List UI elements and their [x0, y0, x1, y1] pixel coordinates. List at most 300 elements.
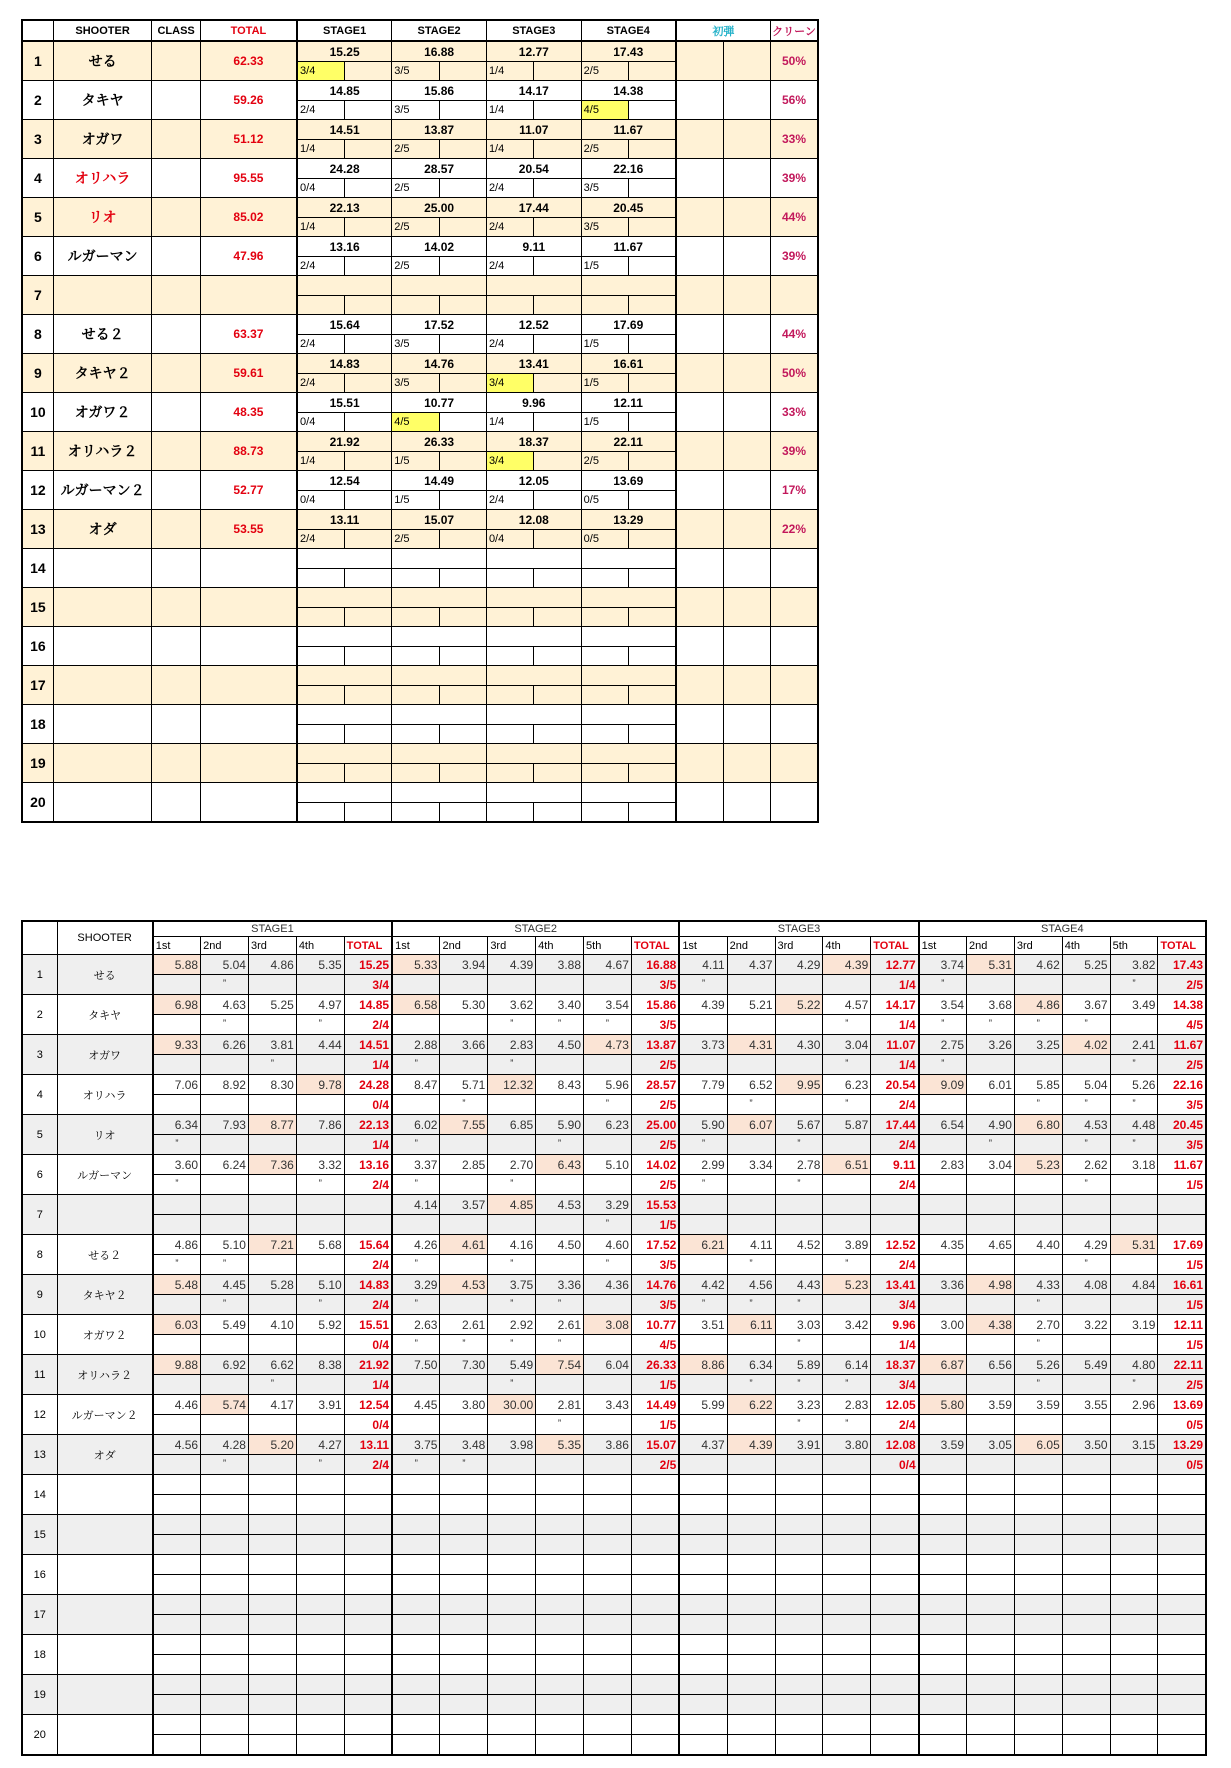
shot-time	[153, 1635, 201, 1655]
hit-mark	[679, 1015, 727, 1035]
shot-time	[201, 1555, 249, 1575]
stage1-score-spacer	[344, 452, 391, 471]
shot-time: 9.33	[153, 1035, 201, 1055]
hit-mark: ˮ	[392, 1455, 440, 1475]
shot-time	[536, 1475, 584, 1495]
shot-header: 1st	[919, 937, 967, 955]
hit-mark: ˮ	[201, 975, 249, 995]
stage2-score	[392, 296, 439, 315]
stage3-time: 12.52	[486, 315, 581, 335]
shot-time	[1014, 1195, 1062, 1215]
first-shot-a	[676, 120, 723, 159]
detail-row-marks	[22, 1135, 1206, 1155]
stage-total	[871, 1475, 919, 1495]
detail-row-marks	[22, 975, 1206, 995]
row-number: 9	[22, 1275, 57, 1315]
first-shot-a	[676, 666, 723, 705]
shot-time: 4.46	[153, 1395, 201, 1415]
row-number: 8	[22, 315, 53, 354]
hit-mark	[153, 1415, 201, 1435]
hit-mark	[536, 1575, 584, 1595]
hit-mark: ˮ	[775, 1135, 823, 1155]
shot-time: 4.53	[440, 1275, 488, 1295]
hit-mark	[296, 1695, 344, 1715]
hit-mark	[727, 1655, 775, 1675]
shot-time: 3.05	[967, 1435, 1015, 1455]
hit-mark	[153, 1015, 201, 1035]
detail-stage-header: STAGE1	[153, 921, 392, 937]
hit-mark	[488, 1495, 536, 1515]
hit-mark	[201, 1735, 249, 1756]
stage1-time	[297, 705, 392, 725]
shot-time	[775, 1475, 823, 1495]
stage-score	[631, 1495, 679, 1515]
shot-time: 6.14	[823, 1355, 871, 1375]
shot-time: 4.86	[248, 955, 296, 975]
shot-time	[967, 1475, 1015, 1495]
shot-time: 3.32	[296, 1155, 344, 1175]
shot-time: 3.94	[440, 955, 488, 975]
shooter-name	[57, 1595, 153, 1635]
hit-mark	[153, 1575, 201, 1595]
shot-time: 7.50	[392, 1355, 440, 1375]
shot-time	[440, 1555, 488, 1575]
hit-mark: ˮ	[584, 1215, 632, 1235]
first-shot-b	[723, 510, 770, 549]
first-shot-b	[723, 666, 770, 705]
hit-mark: ˮ	[392, 1055, 440, 1075]
first-shot-a	[676, 276, 723, 315]
hit-mark: ˮ	[153, 1255, 201, 1275]
stage-score: 3/4	[871, 1375, 919, 1395]
shooter-name	[53, 744, 152, 783]
detail-row	[22, 1475, 1206, 1495]
shot-time: 8.43	[536, 1075, 584, 1095]
shot-header: 3rd	[1014, 937, 1062, 955]
stage3-score-spacer	[534, 725, 581, 744]
stage4-score-spacer	[628, 647, 675, 666]
stage-score: 2/5	[631, 1455, 679, 1475]
stage-score: 2/4	[871, 1175, 919, 1195]
hit-mark	[296, 1335, 344, 1355]
class-cell	[152, 666, 200, 705]
hit-mark	[201, 1495, 249, 1515]
shot-time	[536, 1675, 584, 1695]
shot-time: 4.38	[967, 1315, 1015, 1335]
row-number: 11	[22, 432, 53, 471]
stage-total: 15.53	[631, 1195, 679, 1215]
hit-mark	[727, 1015, 775, 1035]
stage4-score	[581, 296, 628, 315]
hit-mark	[727, 1175, 775, 1195]
shot-time: 3.03	[775, 1315, 823, 1335]
stage1-score-spacer	[344, 62, 391, 81]
hit-mark	[201, 1055, 249, 1075]
stage4-score	[581, 803, 628, 823]
first-shot-b	[723, 237, 770, 276]
shot-time	[823, 1635, 871, 1655]
stage2-score	[392, 608, 439, 627]
class-cell	[152, 81, 200, 120]
hit-mark: ˮ	[392, 1135, 440, 1155]
hit-mark	[1062, 975, 1110, 995]
stage3-time	[486, 666, 581, 686]
shooter-name: せる	[53, 41, 152, 81]
summary-row	[22, 783, 818, 803]
shot-time	[967, 1715, 1015, 1735]
row-number: 6	[22, 237, 53, 276]
hit-mark	[1110, 1335, 1158, 1355]
shot-time: 3.75	[392, 1435, 440, 1455]
shot-time	[296, 1475, 344, 1495]
shot-time	[775, 1555, 823, 1575]
shot-time: 6.43	[536, 1155, 584, 1175]
hit-mark: ˮ	[823, 1055, 871, 1075]
hit-mark	[153, 1495, 201, 1515]
stage-score	[344, 1215, 392, 1235]
hit-mark	[584, 1495, 632, 1515]
shot-time: 4.86	[153, 1235, 201, 1255]
first-shot-b	[723, 783, 770, 823]
shooter-name: オリハラ２	[53, 432, 152, 471]
stage3-score	[486, 803, 533, 823]
stage3-score-spacer	[534, 62, 581, 81]
class-cell	[152, 41, 200, 81]
shot-time: 3.67	[1062, 995, 1110, 1015]
stage2-time: 15.86	[392, 81, 487, 101]
stage-score: 1/4	[871, 1055, 919, 1075]
hit-mark: ˮ	[727, 1255, 775, 1275]
hit-mark	[967, 1495, 1015, 1515]
hit-mark	[775, 1575, 823, 1595]
stage4-score-spacer	[628, 530, 675, 549]
shot-time: 6.52	[727, 1075, 775, 1095]
stage-total: 9.11	[871, 1155, 919, 1175]
shot-time	[153, 1195, 201, 1215]
stage1-time: 13.11	[297, 510, 392, 530]
stage-score: 2/4	[871, 1135, 919, 1155]
shot-time: 4.29	[1062, 1235, 1110, 1255]
stage-total: 14.17	[871, 995, 919, 1015]
stage2-score-spacer	[439, 491, 486, 510]
stage4-time: 20.45	[581, 198, 676, 218]
shot-time: 3.89	[823, 1235, 871, 1255]
hit-mark	[440, 1655, 488, 1675]
shot-time: 4.37	[727, 955, 775, 975]
hit-mark	[679, 1095, 727, 1115]
stage3-score	[486, 725, 533, 744]
hit-mark	[1014, 1655, 1062, 1675]
header-stage1: STAGE1	[297, 20, 392, 41]
hit-mark	[1014, 1455, 1062, 1475]
stage-total: 14.83	[344, 1275, 392, 1295]
first-shot-a	[676, 41, 723, 81]
detail-row-marks	[22, 1655, 1206, 1675]
stage-total	[631, 1715, 679, 1735]
stage4-time: 11.67	[581, 120, 676, 140]
stage3-time: 20.54	[486, 159, 581, 179]
hit-mark	[440, 1415, 488, 1435]
hit-mark	[1062, 1055, 1110, 1075]
shot-time	[440, 1475, 488, 1495]
shooter-name	[53, 705, 152, 744]
hit-mark: ˮ	[201, 1455, 249, 1475]
class-cell	[152, 549, 200, 588]
stage2-score: 2/5	[392, 140, 439, 159]
hit-mark: ˮ	[488, 1335, 536, 1355]
stage-score: 3/4	[344, 975, 392, 995]
stage1-time: 15.51	[297, 393, 392, 413]
shot-time: 6.11	[727, 1315, 775, 1335]
hit-mark	[584, 1135, 632, 1155]
stage2-time: 16.88	[392, 41, 487, 62]
shot-time	[1062, 1195, 1110, 1215]
stage2-time: 14.76	[392, 354, 487, 374]
shot-time: 5.31	[967, 955, 1015, 975]
stage-score: 2/4	[871, 1255, 919, 1275]
stage2-score: 1/5	[392, 491, 439, 510]
total-time: 52.77	[200, 471, 297, 510]
clean-percent	[771, 783, 818, 823]
stage3-score-spacer	[534, 569, 581, 588]
summary-row	[22, 588, 818, 608]
shot-time	[440, 1595, 488, 1615]
shooter-name: せる２	[57, 1235, 153, 1275]
hit-mark	[967, 1335, 1015, 1355]
shot-time	[1110, 1475, 1158, 1495]
stage1-score	[297, 569, 344, 588]
hit-mark: ˮ	[1014, 1015, 1062, 1035]
stage-total	[631, 1475, 679, 1495]
hit-mark	[296, 1575, 344, 1595]
stage2-time	[392, 549, 487, 569]
stage3-time	[486, 276, 581, 296]
stage4-score: 2/5	[581, 62, 628, 81]
stage-total: 14.02	[631, 1155, 679, 1175]
hit-mark: ˮ	[1062, 1135, 1110, 1155]
row-number: 14	[22, 1475, 57, 1515]
stage4-score: 0/5	[581, 491, 628, 510]
stage-score	[631, 1575, 679, 1595]
detail-header-shooter: SHOOTER	[57, 921, 153, 955]
detail-row	[22, 1115, 1206, 1135]
shot-time	[1110, 1555, 1158, 1575]
stage-total: 14.76	[631, 1275, 679, 1295]
stage4-time	[581, 783, 676, 803]
row-number: 15	[22, 1515, 57, 1555]
shot-header: 2nd	[727, 937, 775, 955]
shot-time: 6.02	[392, 1115, 440, 1135]
total-time	[200, 705, 297, 744]
shot-time: 5.74	[201, 1395, 249, 1415]
shot-time: 4.39	[488, 955, 536, 975]
detail-stage-header: STAGE4	[919, 921, 1206, 937]
stage-total: 18.37	[871, 1355, 919, 1375]
stage-score	[1158, 1735, 1206, 1756]
row-number: 7	[22, 276, 53, 315]
shot-time	[1062, 1475, 1110, 1495]
hit-mark	[440, 1215, 488, 1235]
hit-mark: ˮ	[440, 1455, 488, 1475]
hit-mark	[775, 1215, 823, 1235]
shot-time	[679, 1555, 727, 1575]
hit-mark	[1110, 1175, 1158, 1195]
stage2-score-spacer	[439, 764, 486, 783]
first-shot-b	[723, 588, 770, 627]
stage-total	[871, 1515, 919, 1535]
stage3-score	[486, 608, 533, 627]
hit-mark	[488, 1535, 536, 1555]
stage1-score: 2/4	[297, 335, 344, 354]
hit-mark	[1062, 1335, 1110, 1355]
clean-percent: 44%	[771, 315, 818, 354]
first-shot-b	[723, 549, 770, 588]
stage-total	[344, 1555, 392, 1575]
stage4-time: 17.43	[581, 41, 676, 62]
hit-mark	[153, 1335, 201, 1355]
stage4-score: 2/5	[581, 452, 628, 471]
hit-mark	[392, 1735, 440, 1756]
hit-mark: ˮ	[440, 1335, 488, 1355]
shot-time	[1062, 1675, 1110, 1695]
summary-row	[22, 627, 818, 647]
shot-time: 2.88	[392, 1035, 440, 1055]
detail-table	[21, 920, 1207, 1756]
hit-mark	[679, 1375, 727, 1395]
stage2-score: 2/5	[392, 218, 439, 237]
shot-time	[584, 1715, 632, 1735]
hit-mark	[967, 1415, 1015, 1435]
hit-mark	[727, 1575, 775, 1595]
shot-time: 5.21	[727, 995, 775, 1015]
shot-time	[727, 1595, 775, 1615]
hit-mark	[823, 1575, 871, 1595]
shot-time	[248, 1635, 296, 1655]
hit-mark	[823, 1735, 871, 1756]
shooter-name	[57, 1715, 153, 1756]
hit-mark	[679, 1415, 727, 1435]
stage3-score-spacer	[534, 140, 581, 159]
shot-time: 3.91	[775, 1435, 823, 1455]
shot-time: 2.63	[392, 1315, 440, 1335]
shot-time: 6.34	[153, 1115, 201, 1135]
summary-row	[22, 198, 818, 218]
hit-mark: ˮ	[823, 1255, 871, 1275]
hit-mark	[823, 1455, 871, 1475]
stage-total: 17.52	[631, 1235, 679, 1255]
stage-total: 15.64	[344, 1235, 392, 1255]
hit-mark	[296, 1655, 344, 1675]
shot-time: 4.62	[1014, 955, 1062, 975]
shot-time	[1110, 1675, 1158, 1695]
hit-mark: ˮ	[1014, 1295, 1062, 1315]
shot-time: 5.28	[248, 1275, 296, 1295]
stage3-score: 1/4	[486, 101, 533, 120]
hit-mark	[1062, 1415, 1110, 1435]
shot-time	[488, 1475, 536, 1495]
summary-row	[22, 471, 818, 491]
stage-score: 4/5	[1158, 1015, 1206, 1035]
stage-total: 22.16	[1158, 1075, 1206, 1095]
shot-time: 3.15	[1110, 1435, 1158, 1455]
clean-percent: 17%	[771, 471, 818, 510]
hit-mark	[679, 1495, 727, 1515]
stage4-time	[581, 627, 676, 647]
stage2-time: 13.87	[392, 120, 487, 140]
row-number: 18	[22, 705, 53, 744]
stage-total: 28.57	[631, 1075, 679, 1095]
stage2-score-spacer	[439, 140, 486, 159]
first-shot-b	[723, 120, 770, 159]
first-shot-a	[676, 510, 723, 549]
shot-time: 3.80	[440, 1395, 488, 1415]
hit-mark	[1110, 1295, 1158, 1315]
stage1-time: 15.25	[297, 41, 392, 62]
total-time: 95.55	[200, 159, 297, 198]
stage-score: 1/5	[1158, 1255, 1206, 1275]
stage-score	[871, 1695, 919, 1715]
class-cell	[152, 510, 200, 549]
stage3-time	[486, 783, 581, 803]
stage-total	[631, 1555, 679, 1575]
stage-total	[344, 1715, 392, 1735]
first-shot-a	[676, 432, 723, 471]
summary-table	[21, 19, 819, 823]
stage2-time: 15.07	[392, 510, 487, 530]
stage3-score: 3/4	[486, 374, 533, 393]
detail-row-marks	[22, 1695, 1206, 1715]
hit-mark: ˮ	[967, 1015, 1015, 1035]
hit-mark	[536, 1735, 584, 1756]
shooter-name	[57, 1195, 153, 1235]
stage-score: 1/5	[1158, 1295, 1206, 1315]
hit-mark	[584, 1735, 632, 1756]
hit-mark	[248, 1735, 296, 1756]
total-time	[200, 276, 297, 315]
stage1-score: 2/4	[297, 374, 344, 393]
shot-time: 5.04	[1062, 1075, 1110, 1095]
hit-mark	[296, 1135, 344, 1155]
stage2-score-spacer	[439, 62, 486, 81]
hit-mark	[584, 1335, 632, 1355]
shot-time: 5.23	[1014, 1155, 1062, 1175]
hit-mark	[967, 1695, 1015, 1715]
summary-row	[22, 120, 818, 140]
hit-mark	[679, 1615, 727, 1635]
stage-score	[344, 1655, 392, 1675]
shot-time: 5.22	[775, 995, 823, 1015]
clean-percent: 56%	[771, 81, 818, 120]
shot-time	[296, 1515, 344, 1535]
hit-mark	[823, 975, 871, 995]
hit-mark	[775, 975, 823, 995]
shot-time: 2.61	[440, 1315, 488, 1335]
hit-mark	[488, 1415, 536, 1435]
hit-mark: ˮ	[392, 1335, 440, 1355]
shot-time: 4.02	[1062, 1035, 1110, 1055]
hit-mark	[248, 1135, 296, 1155]
stage-score: 3/4	[871, 1295, 919, 1315]
detail-row-marks	[22, 1215, 1206, 1235]
detail-row	[22, 1515, 1206, 1535]
hit-mark	[679, 1335, 727, 1355]
stage3-score-spacer	[534, 608, 581, 627]
stage-score: 2/4	[344, 1455, 392, 1475]
shot-time	[727, 1555, 775, 1575]
shooter-name	[57, 1555, 153, 1595]
clean-percent: 50%	[771, 354, 818, 393]
hit-mark	[536, 1215, 584, 1235]
